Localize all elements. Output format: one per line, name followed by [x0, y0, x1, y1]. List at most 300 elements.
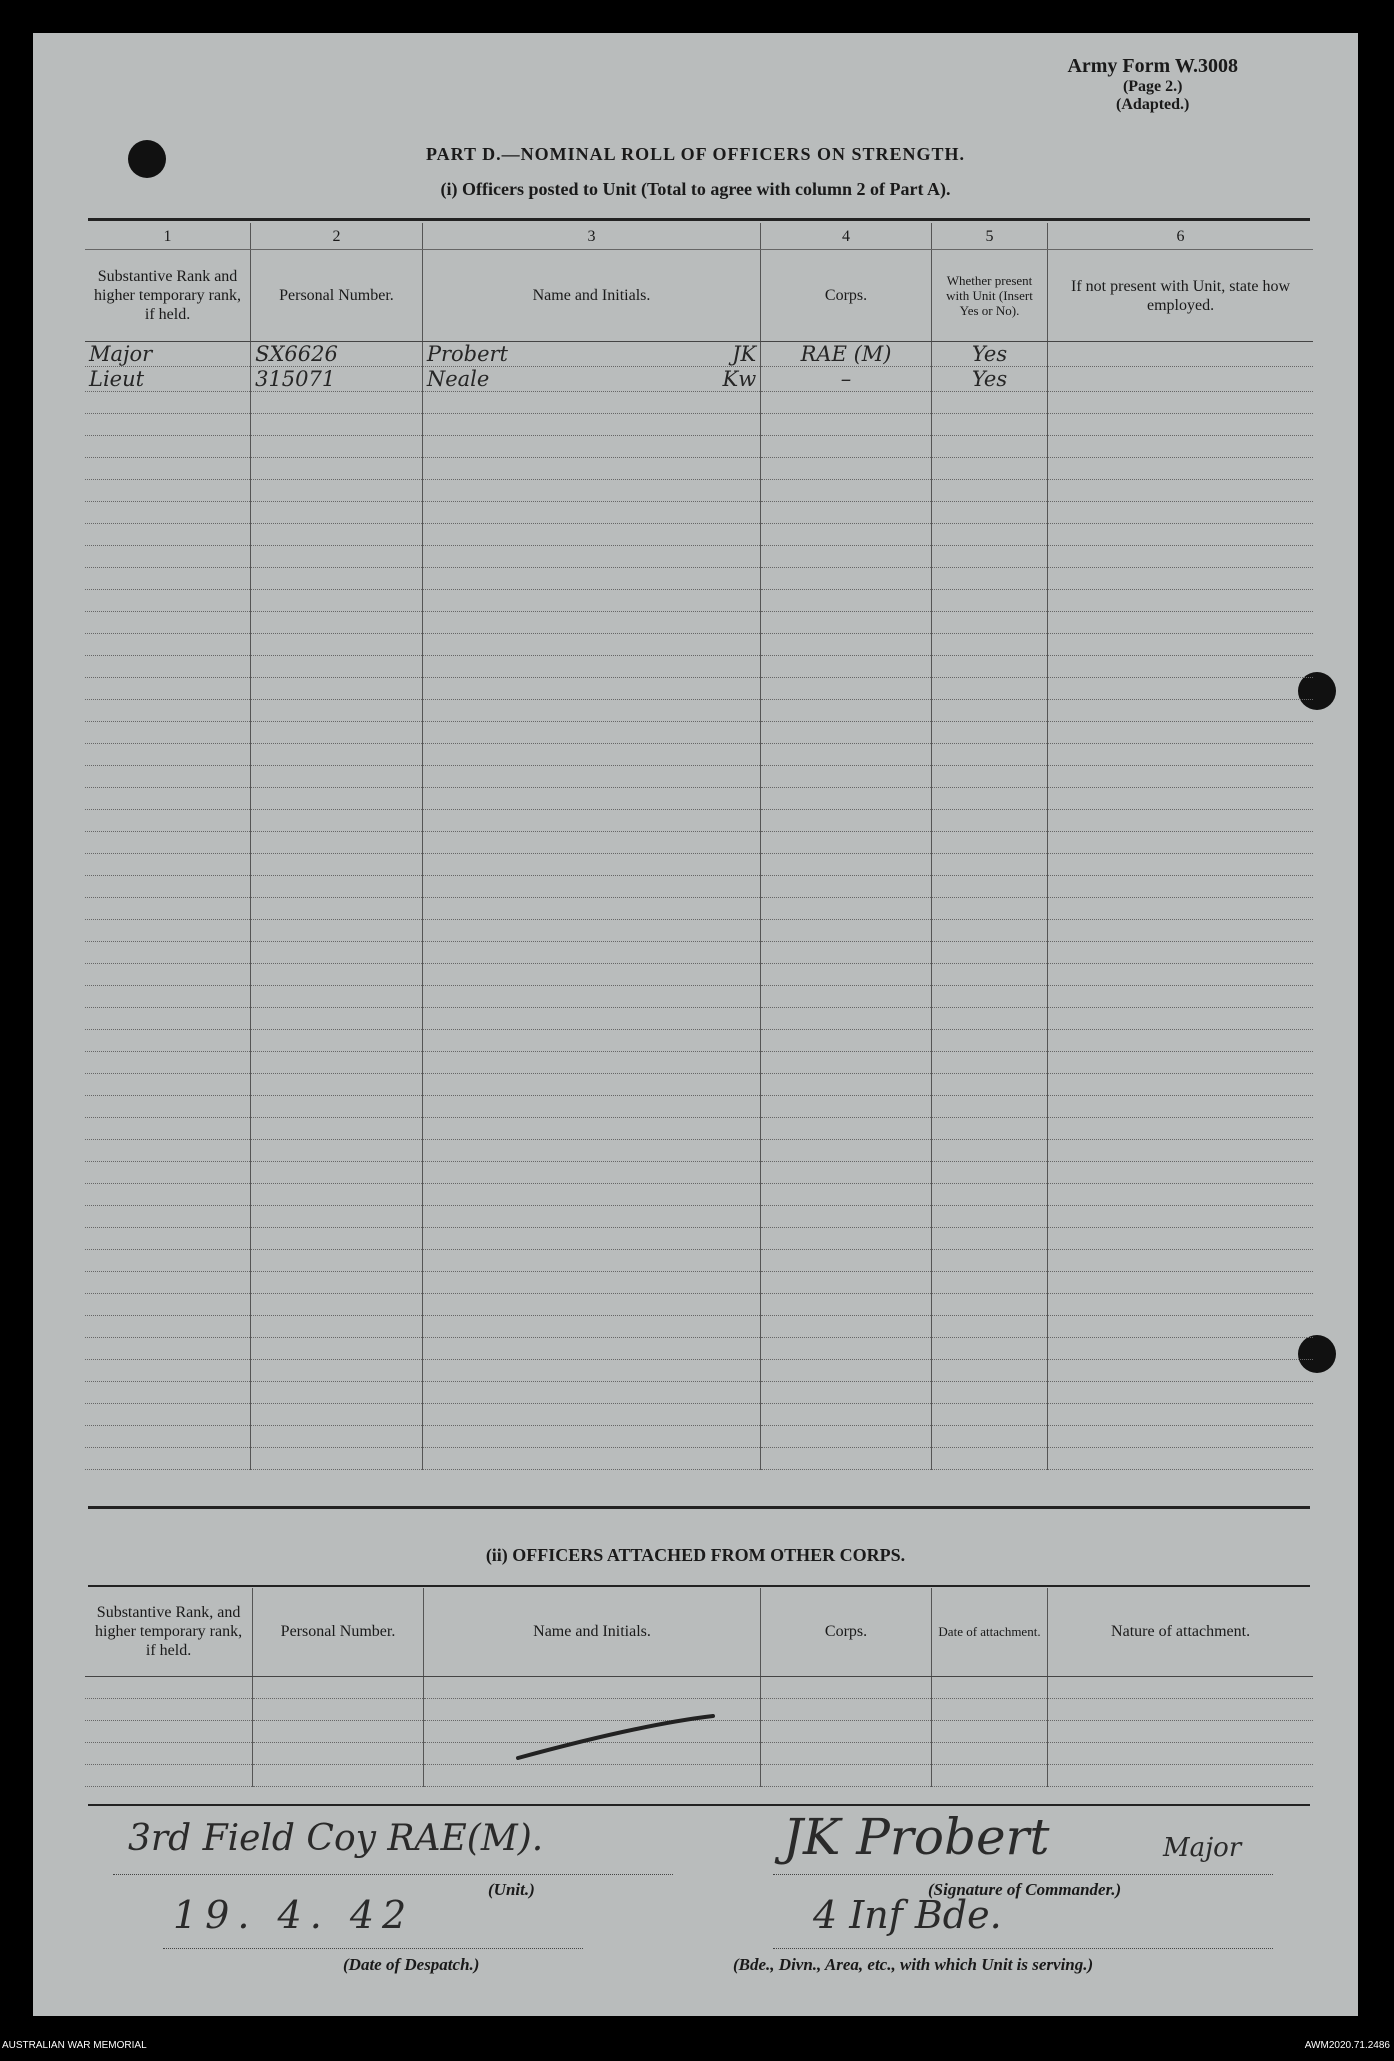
table-cell [251, 1140, 423, 1162]
table-cell [422, 832, 760, 854]
table-cell [85, 766, 251, 788]
unit-value: 3rd Field Coy RAE(M). [128, 1818, 544, 1859]
table-row [85, 634, 1313, 656]
table-cell [1048, 1030, 1313, 1052]
table-cell [85, 1426, 251, 1448]
table-cell [422, 1096, 760, 1118]
table-cell [251, 1404, 423, 1426]
brigade-label: (Bde., Divn., Area, etc., with which Unit is serving.) [733, 1955, 1094, 1974]
table-cell [85, 1096, 251, 1118]
table-cell [1048, 722, 1313, 744]
officers-posted-table [85, 223, 1313, 1470]
table-cell [1048, 1382, 1313, 1404]
table-cell [761, 1764, 932, 1786]
table-cell [251, 546, 423, 568]
table-cell [761, 744, 932, 766]
table-cell [1048, 1228, 1313, 1250]
table-cell [422, 964, 760, 986]
table-cell [761, 986, 932, 1008]
top-rule-part-ii [88, 1585, 1310, 1587]
table-cell [1048, 1272, 1313, 1294]
table-cell [761, 568, 932, 590]
table-cell [931, 1698, 1047, 1720]
table-cell [85, 1030, 251, 1052]
table-cell [1048, 942, 1313, 964]
table-row [85, 1338, 1313, 1360]
table-cell [761, 656, 932, 678]
table-cell [422, 342, 760, 367]
table-cell [85, 414, 251, 436]
table-cell [85, 1250, 251, 1272]
table-cell [931, 1096, 1047, 1118]
table-cell [931, 1250, 1047, 1272]
table-cell [85, 1338, 251, 1360]
table-cell [761, 876, 932, 898]
table-row [85, 612, 1313, 634]
table-row [85, 898, 1313, 920]
table-row [85, 1448, 1313, 1470]
table-cell [931, 832, 1047, 854]
table-cell [931, 1184, 1047, 1206]
table-cell [85, 920, 251, 942]
table-cell [761, 1184, 932, 1206]
table-cell [85, 590, 251, 612]
table-cell [85, 876, 251, 898]
table-row [85, 502, 1313, 524]
table-cell [1048, 1316, 1313, 1338]
form-page-number: (Page 2.) [1122, 78, 1183, 95]
table-cell [251, 964, 423, 986]
table-row [85, 458, 1313, 480]
table-cell [422, 1250, 760, 1272]
table-cell [422, 480, 760, 502]
table-cell [1048, 634, 1313, 656]
table-row [85, 524, 1313, 546]
table-cell [1048, 502, 1313, 524]
table-cell [422, 568, 760, 590]
form-identifier [1067, 55, 1238, 114]
table-cell [251, 1360, 423, 1382]
table-cell [761, 810, 932, 832]
table-row [85, 1272, 1313, 1294]
table-cell [85, 1404, 251, 1426]
attached-header-corps: Corps. [761, 1588, 932, 1676]
table-cell [85, 700, 251, 722]
table-cell [422, 678, 760, 700]
table-cell [761, 942, 932, 964]
attached-header-date: Date of attachment. [931, 1588, 1047, 1676]
table-cell [253, 1676, 424, 1698]
table-cell [1048, 1184, 1313, 1206]
table-cell [761, 524, 932, 546]
table-cell [1048, 810, 1313, 832]
table-cell [251, 1030, 423, 1052]
table-row [85, 568, 1313, 590]
table-cell [1048, 964, 1313, 986]
table-cell [931, 1316, 1047, 1338]
table-cell [85, 788, 251, 810]
table-cell [931, 744, 1047, 766]
table-cell [931, 392, 1047, 414]
column-number: 1 [85, 223, 251, 250]
table-cell [1048, 1404, 1313, 1426]
table-cell [761, 458, 932, 480]
table-row [85, 832, 1313, 854]
table-cell [422, 700, 760, 722]
table-cell [422, 502, 760, 524]
table-row [85, 766, 1313, 788]
table-cell [251, 898, 423, 920]
table-cell [251, 524, 423, 546]
table-cell [1048, 832, 1313, 854]
table-cell [422, 634, 760, 656]
table-cell [251, 414, 423, 436]
table-cell [1048, 1250, 1313, 1272]
table-cell [251, 1228, 423, 1250]
table-cell [422, 744, 760, 766]
table-cell [761, 502, 932, 524]
table-cell [422, 1008, 760, 1030]
table-cell [85, 1294, 251, 1316]
table-cell: Major [85, 342, 251, 367]
attached-header-row [85, 1588, 1313, 1676]
table-cell [251, 1294, 423, 1316]
table-cell [1048, 788, 1313, 810]
table-cell [1048, 392, 1313, 414]
table-cell [931, 1360, 1047, 1382]
table-row [85, 1294, 1313, 1316]
table-cell: Yes [931, 342, 1047, 367]
table-cell [85, 480, 251, 502]
table-cell [931, 1228, 1047, 1250]
table-cell [1048, 1096, 1313, 1118]
table-cell [251, 1316, 423, 1338]
table-cell [931, 788, 1047, 810]
table-cell [423, 1676, 760, 1698]
table-cell [761, 1338, 932, 1360]
table-row [85, 722, 1313, 744]
table-cell [85, 1140, 251, 1162]
table-cell [1048, 1162, 1313, 1184]
column-number-row [85, 223, 1313, 250]
table-cell [1048, 458, 1313, 480]
table-cell [761, 1404, 932, 1426]
table-cell [1048, 1698, 1313, 1720]
table-cell [931, 1294, 1047, 1316]
table-cell [931, 1206, 1047, 1228]
table-cell [931, 942, 1047, 964]
table-cell [1048, 1720, 1313, 1742]
table-cell [931, 1030, 1047, 1052]
column-number: 5 [931, 223, 1047, 250]
table-cell [761, 722, 932, 744]
table-cell [761, 1426, 932, 1448]
table-row [85, 1118, 1313, 1140]
table-cell [251, 1338, 423, 1360]
table-cell [931, 480, 1047, 502]
table-cell [761, 1316, 932, 1338]
date-of-despatch-value: 19. 4. 42 [173, 1893, 415, 1937]
table-cell [251, 1382, 423, 1404]
table-row [85, 342, 1313, 367]
table-cell [251, 1052, 423, 1074]
table-cell [761, 1720, 932, 1742]
table-cell [251, 1074, 423, 1096]
table-cell [251, 876, 423, 898]
table-cell [761, 480, 932, 502]
table-cell [422, 1448, 760, 1470]
table-cell [251, 920, 423, 942]
table-cell [1048, 1294, 1313, 1316]
table-cell [422, 986, 760, 1008]
table-cell [761, 1742, 932, 1764]
table-cell [761, 1030, 932, 1052]
table-cell [251, 1162, 423, 1184]
table-cell [85, 1676, 253, 1698]
table-cell [85, 1118, 251, 1140]
table-cell [1048, 656, 1313, 678]
table-cell [85, 1184, 251, 1206]
table-cell [1048, 678, 1313, 700]
table-cell [251, 700, 423, 722]
part-ii-title: (ii) OFFICERS ATTACHED FROM OTHER CORPS. [485, 1545, 906, 1565]
archive-reference: AWM2020.71.2486 [1304, 2040, 1390, 2051]
table-cell [1048, 367, 1313, 392]
commander-signature: JK Probert [783, 1808, 1050, 1866]
table-cell [1048, 480, 1313, 502]
table-cell [1048, 986, 1313, 1008]
table-cell [85, 1382, 251, 1404]
column-number: 6 [1048, 223, 1313, 250]
table-cell [422, 920, 760, 942]
table-cell [931, 766, 1047, 788]
table-cell [931, 1008, 1047, 1030]
table-row [85, 1228, 1313, 1250]
table-row [85, 678, 1313, 700]
table-cell [422, 392, 760, 414]
table-cell [422, 1426, 760, 1448]
column-header-name: Name and Initials. [422, 250, 760, 342]
table-cell [251, 1272, 423, 1294]
table-row [85, 1074, 1313, 1096]
table-cell [1048, 898, 1313, 920]
table-cell [422, 942, 760, 964]
table-cell [1048, 766, 1313, 788]
table-row [85, 436, 1313, 458]
table-cell [931, 920, 1047, 942]
table-cell [761, 590, 932, 612]
table-cell [85, 502, 251, 524]
table-cell [761, 678, 932, 700]
table-cell [931, 590, 1047, 612]
table-cell [931, 1764, 1047, 1786]
table-cell [422, 1162, 760, 1184]
table-cell [1048, 546, 1313, 568]
table-cell [1048, 414, 1313, 436]
table-cell [931, 898, 1047, 920]
table-cell [85, 1272, 251, 1294]
table-cell [422, 1052, 760, 1074]
table-cell [251, 656, 423, 678]
footer-rule [88, 1804, 1310, 1806]
table-cell [251, 854, 423, 876]
officer-initials: JK [732, 342, 757, 366]
attached-header-name: Name and Initials. [423, 1588, 760, 1676]
table-row [85, 414, 1313, 436]
table-cell [422, 612, 760, 634]
unit-label: (Unit.) [488, 1880, 535, 1899]
table-cell [761, 788, 932, 810]
table-cell: SX6626 [251, 342, 423, 367]
table-cell [422, 656, 760, 678]
table-cell [761, 854, 932, 876]
table-cell [251, 568, 423, 590]
table-cell [931, 612, 1047, 634]
date-line [163, 1948, 583, 1949]
table-cell [251, 986, 423, 1008]
table-row [85, 1426, 1313, 1448]
table-cell [251, 832, 423, 854]
table-cell [85, 1228, 251, 1250]
table-cell [761, 700, 932, 722]
table-cell [931, 1448, 1047, 1470]
column-header-present: Whether present with Unit (Insert Yes or No). [931, 250, 1047, 342]
table-cell [422, 1382, 760, 1404]
table-cell [761, 1206, 932, 1228]
table-cell [85, 524, 251, 546]
table-cell [422, 854, 760, 876]
archive-credit: AUSTRALIAN WAR MEMORIAL [2, 2040, 147, 2051]
table-cell [422, 876, 760, 898]
table-cell [85, 1720, 253, 1742]
table-cell [1048, 1448, 1313, 1470]
table-cell [1048, 1426, 1313, 1448]
table-cell [85, 678, 251, 700]
table-cell [931, 810, 1047, 832]
table-cell [931, 876, 1047, 898]
table-row [85, 810, 1313, 832]
table-cell [251, 1118, 423, 1140]
table-cell [422, 898, 760, 920]
table-cell [422, 1316, 760, 1338]
table-row [85, 876, 1313, 898]
table-cell [1048, 524, 1313, 546]
table-cell [85, 1052, 251, 1074]
part-d-title: PART D.—NOMINAL ROLL OF OFFICERS ON STRENGTH. [425, 144, 966, 164]
table-row [85, 1052, 1313, 1074]
table-row [85, 744, 1313, 766]
table-cell [1048, 1742, 1313, 1764]
signature-line [773, 1874, 1273, 1875]
table-cell [1048, 1140, 1313, 1162]
table-cell [251, 1008, 423, 1030]
column-header-employment: If not present with Unit, state how employed. [1048, 250, 1313, 342]
table-cell [1048, 700, 1313, 722]
table-cell [422, 1404, 760, 1426]
table-row [85, 656, 1313, 678]
table-cell [1048, 1008, 1313, 1030]
table-cell [761, 1698, 932, 1720]
table-cell [85, 1008, 251, 1030]
table-cell [422, 1294, 760, 1316]
table-cell [85, 656, 251, 678]
table-row [85, 1382, 1313, 1404]
table-cell [931, 546, 1047, 568]
table-cell [1048, 920, 1313, 942]
table-cell [251, 1448, 423, 1470]
table-cell [253, 1720, 424, 1742]
table-cell [761, 1448, 932, 1470]
table-cell [1048, 436, 1313, 458]
table-cell [761, 1228, 932, 1250]
table-cell [251, 942, 423, 964]
table-cell [761, 1096, 932, 1118]
table-cell [85, 810, 251, 832]
table-cell [422, 810, 760, 832]
column-number: 4 [761, 223, 932, 250]
table-row [85, 1162, 1313, 1184]
table-cell [85, 612, 251, 634]
table-cell [251, 392, 423, 414]
table-cell [422, 722, 760, 744]
table-row [85, 546, 1313, 568]
table-cell [422, 788, 760, 810]
table-cell [251, 1184, 423, 1206]
officer-name: Neale [426, 367, 490, 391]
part-d-subtitle: (i) Officers posted to Unit (Total to agree with column 2 of Part A). [440, 179, 951, 199]
table-cell [422, 367, 760, 392]
table-row [85, 1184, 1313, 1206]
table-row [85, 942, 1313, 964]
table-cell [931, 854, 1047, 876]
table-cell [761, 1250, 932, 1272]
table-row [85, 920, 1313, 942]
table-cell [761, 1382, 932, 1404]
table-cell [85, 1162, 251, 1184]
table-cell [85, 1074, 251, 1096]
table-cell [422, 1140, 760, 1162]
table-row [85, 1096, 1313, 1118]
table-cell [761, 634, 932, 656]
table-cell [85, 986, 251, 1008]
table-cell [761, 1272, 932, 1294]
column-number: 3 [422, 223, 760, 250]
table-cell: – [761, 367, 932, 392]
table-row [85, 1316, 1313, 1338]
table-row [85, 367, 1313, 392]
table-cell [85, 1360, 251, 1382]
table-cell [251, 436, 423, 458]
table-cell [422, 414, 760, 436]
column-header-corps: Corps. [761, 250, 932, 342]
table-cell [931, 524, 1047, 546]
table-cell [85, 546, 251, 568]
table-cell [931, 1742, 1047, 1764]
table-cell [251, 612, 423, 634]
brigade-value: 4 Inf Bde. [813, 1893, 1002, 1937]
table-cell [1048, 1764, 1313, 1786]
table-cell [761, 1162, 932, 1184]
officer-name: Probert [426, 342, 508, 366]
table-cell [422, 546, 760, 568]
table-cell [761, 766, 932, 788]
attached-table-row [85, 1676, 1313, 1698]
column-header-row [85, 250, 1313, 342]
table-cell [85, 898, 251, 920]
table-row [85, 1008, 1313, 1030]
table-cell [85, 1698, 253, 1720]
table-cell [251, 722, 423, 744]
